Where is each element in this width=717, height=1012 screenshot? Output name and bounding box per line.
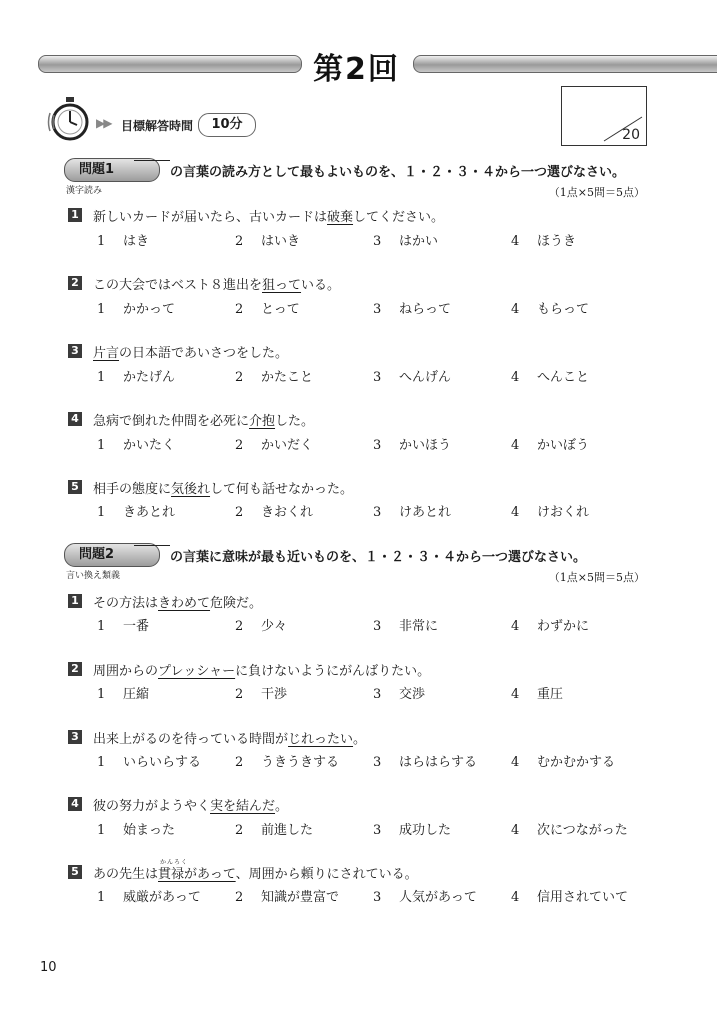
- option-1[interactable]: 1 一番: [97, 619, 150, 634]
- option-4[interactable]: 4 もらって: [511, 302, 590, 317]
- option-2[interactable]: 2 かいだく: [235, 438, 314, 453]
- option-4[interactable]: 4 重圧: [511, 687, 564, 702]
- section-2-instruction: の言葉に意味が最も近いものを、１・２・３・４から一つ選びなさい。: [170, 550, 587, 565]
- score-box: [561, 86, 647, 146]
- option-4[interactable]: 4 次につながった: [511, 823, 628, 838]
- question-number: 1: [68, 594, 82, 608]
- option-1[interactable]: 1 圧縮: [97, 687, 150, 702]
- section-2-badge: 問題2: [64, 543, 160, 567]
- option-2[interactable]: 2 はいき: [235, 234, 301, 249]
- option-3[interactable]: 3 人気があって: [373, 890, 477, 905]
- section-1-badge: 問題1: [64, 158, 160, 182]
- question-text: 相手の態度に気後れして何も話せなかった。: [93, 482, 354, 497]
- target-word: プレッシャー: [158, 664, 236, 679]
- section-1-subtitle: 漢字読み: [66, 186, 103, 196]
- question-text: 出来上がるのを待っている時間がじれったい。: [93, 732, 367, 747]
- option-1[interactable]: 1 きあとれ: [97, 505, 176, 520]
- option-4[interactable]: 4 信用されていて: [511, 890, 629, 905]
- option-3[interactable]: 3 ねらって: [373, 302, 452, 317]
- option-1[interactable]: 1 威厳があって: [97, 890, 201, 905]
- section-1-points: （1点×5問＝5点）: [548, 186, 645, 199]
- target-word: 実を結んだ: [210, 799, 276, 814]
- question-text: 新しいカードが届いたら、古いカードは破棄してください。: [93, 210, 445, 225]
- option-3[interactable]: 3 へんげん: [373, 370, 452, 385]
- option-3[interactable]: 3 はらはらする: [373, 755, 478, 770]
- question-text: 急病で倒れた仲間を必死に介抱した。: [93, 414, 315, 429]
- target-word: じれったい: [288, 732, 354, 747]
- option-4[interactable]: 4 けおくれ: [511, 505, 590, 520]
- stopwatch-icon: [46, 95, 94, 143]
- page-number: 10: [40, 960, 57, 975]
- question-text: あの先生は かんろく 貫禄があって、周囲から頼りにされている。: [93, 859, 418, 882]
- question-number: 4: [68, 412, 82, 426]
- section-2-blank: [134, 545, 170, 546]
- question-text: その方法はきわめて危険だ。: [93, 596, 263, 611]
- option-3[interactable]: 3 かいほう: [373, 438, 452, 453]
- arrows-icon: ▶▶: [96, 116, 111, 130]
- target-word: 介抱: [249, 414, 276, 429]
- title-band-left: [38, 55, 302, 73]
- question-number: 3: [68, 730, 82, 744]
- option-3[interactable]: 3 非常に: [373, 619, 439, 634]
- option-1[interactable]: 1 かいたく: [97, 438, 176, 453]
- option-2[interactable]: 2 干渉: [235, 687, 288, 702]
- option-2[interactable]: 2 うきうきする: [235, 755, 340, 770]
- question-text: 彼の努力がようやく実を結んだ。: [93, 799, 289, 814]
- option-2[interactable]: 2 きおくれ: [235, 505, 314, 520]
- option-2[interactable]: 2 かたこと: [235, 370, 314, 385]
- option-1[interactable]: 1 始まった: [97, 823, 176, 838]
- option-1[interactable]: 1 かたげん: [97, 370, 176, 385]
- option-2[interactable]: 2 とって: [235, 302, 300, 317]
- question-number: 4: [68, 797, 82, 811]
- option-3[interactable]: 3 はかい: [373, 234, 439, 249]
- question-number: 5: [68, 865, 82, 879]
- page-title: 第2回: [313, 52, 400, 87]
- section-2-subtitle: 言い換え類義: [66, 571, 121, 581]
- question-number: 2: [68, 662, 82, 676]
- target-word: 狙って: [262, 278, 302, 293]
- question-number: 1: [68, 208, 82, 222]
- option-3[interactable]: 3 成功した: [373, 823, 452, 838]
- question-number: 3: [68, 344, 82, 358]
- option-2[interactable]: 2 少々: [235, 619, 288, 634]
- option-4[interactable]: 4 わずかに: [511, 619, 590, 634]
- option-2[interactable]: 2 知識が豊富で: [235, 890, 340, 905]
- section-1-blank: [134, 160, 170, 161]
- target-time-label: 目標解答時間: [121, 119, 194, 133]
- option-4[interactable]: 4 ほうき: [511, 234, 577, 249]
- target-word: 気後れ: [171, 482, 211, 497]
- ruby-reading: かんろく: [160, 859, 189, 866]
- target-word: 片言: [93, 346, 120, 361]
- target-word: きわめて: [158, 596, 211, 611]
- option-1[interactable]: 1 いらいらする: [97, 755, 202, 770]
- question-text: 片言の日本語であいさつをした。: [93, 346, 289, 361]
- question-text: 周囲からのプレッシャーに負けないようにがんばりたい。: [93, 664, 431, 679]
- title-band-right: [413, 55, 717, 73]
- score-total: 20: [622, 127, 640, 143]
- option-4[interactable]: 4 むかむかする: [511, 755, 616, 770]
- question-number: 5: [68, 480, 82, 494]
- target-time-value: 10分: [198, 113, 256, 137]
- option-3[interactable]: 3 けあとれ: [373, 505, 452, 520]
- question-number: 2: [68, 276, 82, 290]
- option-2[interactable]: 2 前進した: [235, 823, 314, 838]
- option-1[interactable]: 1 かかって: [97, 302, 176, 317]
- question-text: この大会ではベスト８進出を狙っている。: [93, 278, 341, 293]
- option-3[interactable]: 3 交渉: [373, 687, 426, 702]
- section-2-points: （1点×5問＝5点）: [548, 571, 645, 584]
- option-4[interactable]: 4 へんこと: [511, 370, 590, 385]
- target-word: 破棄: [327, 210, 354, 225]
- section-1-instruction: の言葉の読み方として最もよいものを、１・２・３・４から一つ選びなさい。: [170, 165, 626, 180]
- option-4[interactable]: 4 かいぼう: [511, 438, 590, 453]
- target-word: かんろく 貫禄があって: [158, 859, 236, 882]
- option-1[interactable]: 1 はき: [97, 234, 150, 249]
